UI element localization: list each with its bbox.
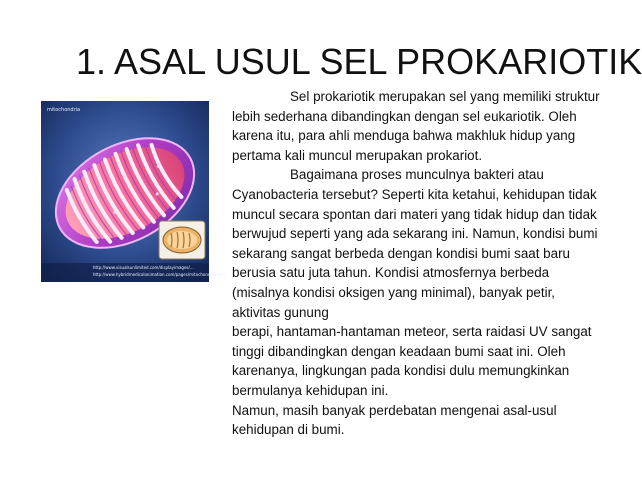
paragraph-2 [232, 165, 602, 322]
paragraph-4: Namun, masih banyak perdebatan mengenai asal-usul kehidupan di bumi. [232, 402, 557, 438]
mitochondria-illustration [41, 101, 209, 282]
paragraph-1-text: Sel prokariotik merupakan sel yang memiliki struktur lebih sederhana dibandingkan dengan sel eukariotik. Oleh karena itu, para ahli menduga bahwa makhluk hidup yang pertama kali muncul merupakan prokariot. [232, 89, 600, 163]
figure-corner-caption: mitochondria [47, 107, 81, 113]
figure-footer-caption-1: http://www.visualsunlimited.com/displayimages/... [93, 265, 194, 270]
figure-footer-caption-2: http://www.hybridmedicalanimation.com/pages/mitochondria.htm [93, 272, 225, 277]
slide-title: 1. ASAL USUL SEL PROKARIOTIK [76, 41, 642, 82]
paragraph-2-text: Bagaimana proses munculnya bakteri atau Cyanobacteria tersebut? Seperti kita ketahui, kehidupan tidak muncul secara spontan dari materi yang tidak hidup dan tidak berwujud seperti yang ada sekarang ini. Namun, kondisi bumi sekarang sangat berbeda dengan kondisi bumi saat baru berusia satu juta tahun. Kondisi atmosfernya berbeda (misalnya kondisi oksigen yang minimal), banyak petir, aktivitas gunung [232, 167, 598, 320]
mitochondria-image [41, 101, 225, 282]
paragraph-3: berapi, hantaman-hantaman meteor, serta raidasi UV sangat tinggi dibandingkan dengan keadaan bumi saat ini. Oleh karenanya, lingkungan pada kondisi dulu memungkinkan bermulanya kehidupan ini. [232, 324, 592, 398]
paragraph-1 [232, 87, 602, 165]
inset-diagram [159, 221, 205, 259]
body-text [232, 87, 602, 440]
